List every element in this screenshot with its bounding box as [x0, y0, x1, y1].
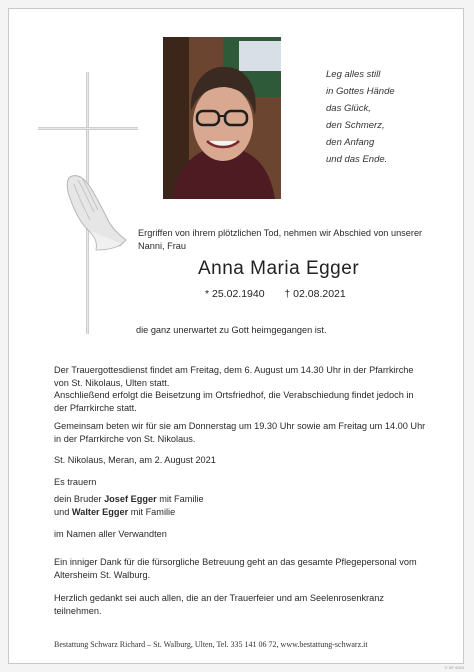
cross-horizontal-beam [38, 127, 138, 130]
poem [326, 66, 446, 168]
funeral-mass-paragraph [54, 364, 414, 414]
thanks-all-paragraph [54, 592, 384, 617]
unexpected-text: die ganz unerwartet zu Gott heimgegangen ist. [136, 325, 327, 335]
mourner-name: Josef Egger [104, 494, 157, 504]
deceased-name: Anna Maria Egger [198, 258, 360, 279]
mass-line: Der Trauergottesdienst findet am Freitag, dem 6. August um 14.30 Uhr in der Pfarrkirche [54, 365, 414, 375]
undertaker-footer: Bestattung Schwarz Richard – St. Walburg, Ulten, Tel. 335 141 06 72, www.bestattung-schwarz.it [54, 640, 368, 649]
document-code: © DF 9053 [444, 665, 464, 670]
poem-line: in Gottes Hände [326, 86, 395, 97]
mourner-name: Walter Egger [71, 506, 129, 517]
place-date: St. Nikolaus, Meran, am 2. August 2021 [54, 455, 216, 465]
mass-line: von St. Nikolaus, Ulten statt. [54, 377, 170, 388]
thanks-paragraph [54, 556, 417, 581]
thanks-line: Altersheim St. Walburg. [54, 569, 151, 580]
intro-line: Nanni, Frau [138, 240, 187, 251]
prayer-line: in der Pfarrkirche von St. Nikolaus. [54, 433, 196, 444]
mass-line: der Pfarrkirche statt. [54, 402, 137, 413]
poem-line: den Anfang [326, 137, 375, 148]
mourners-intro: Es trauern [54, 477, 97, 487]
poem-line: den Schmerz, [326, 120, 385, 131]
intro-line: Ergriffen von ihrem plötzlichen Tod, nehmen wir Abschied von unserer [138, 228, 423, 238]
mourner-line: dein Bruder Josef Egger mit Familie [54, 494, 204, 504]
praying-hands-icon [58, 170, 130, 254]
thanks-all-line: teilnehmen. [54, 605, 102, 616]
intro-text [138, 227, 422, 252]
mass-line: Anschließend erfolgt die Beisetzung im Ortsfriedhof, die Verabschiedung findet jedoch in [54, 390, 414, 400]
life-dates [205, 288, 346, 300]
prayer-paragraph [54, 420, 425, 445]
birth-date: * 25.02.1940 [205, 288, 265, 300]
portrait-photo [163, 37, 281, 199]
mourners-list [54, 493, 204, 518]
poem-line: das Glück, [326, 103, 371, 114]
relatives-text: im Namen aller Verwandten [54, 529, 167, 539]
poem-line: und das Ende. [326, 154, 388, 165]
thanks-line: Ein inniger Dank für die fürsorgliche Betreuung geht an das gesamte Pflegepersonal vom [54, 557, 417, 567]
poem-line: Leg alles still [326, 69, 381, 80]
prayer-line: Gemeinsam beten wir für sie am Donnerstag um 19.30 Uhr sowie am Freitag um 14.00 Uhr [54, 421, 426, 431]
death-date: † 02.08.2021 [284, 288, 346, 300]
thanks-all-line: Herzlich gedankt sei auch allen, die an der Trauerfeier und am Seelenrosenkranz [54, 593, 384, 603]
mourner-line: und Walter Egger mit Familie [54, 506, 176, 517]
